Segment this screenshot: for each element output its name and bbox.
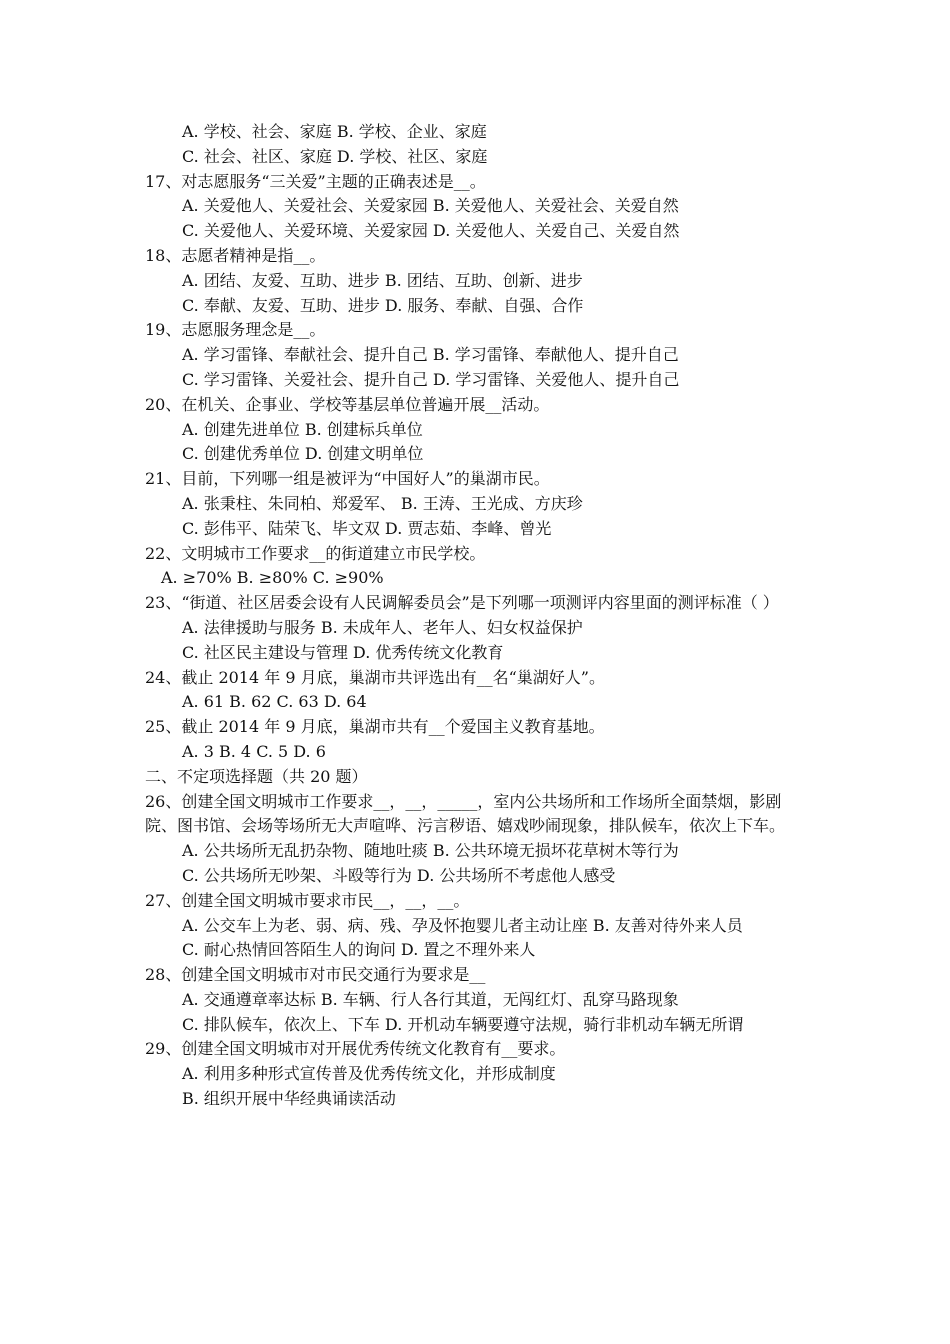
question-line: 二、不定项选择题（共 20 题）	[145, 766, 368, 786]
question-line: 29、创建全国文明城市对开展优秀传统文化教育有__要求。	[145, 1039, 566, 1059]
question-line: 19、志愿服务理念是__。	[145, 320, 326, 340]
question-line: 22、文明城市工作要求__的街道建立市民学校。	[145, 543, 486, 563]
answer-options-line: A. 61 B. 62 C. 63 D. 64	[182, 692, 367, 712]
answer-options-line: C. 公共场所无吵架、斗殴等行为 D. 公共场所不考虑他人感受	[182, 865, 616, 885]
document-page	[145, 120, 810, 1112]
question-line: 21、目前，下列哪一组是被评为“中国好人”的巢湖市民。	[145, 469, 550, 489]
question-line: 24、截止 2014 年 9 月底，巢湖市共评选出有__名“巢湖好人”。	[145, 667, 605, 687]
answer-options-line: A. 学习雷锋、奉献社会、提升自己 B. 学习雷锋、奉献他人、提升自己	[182, 345, 679, 365]
answer-options-line: A. 3 B. 4 C. 5 D. 6	[182, 741, 326, 761]
answer-options-line: A. 创建先进单位 B. 创建标兵单位	[182, 419, 423, 439]
answer-options-line: C. 耐心热情回答陌生人的询问 D. 置之不理外来人	[182, 940, 536, 960]
question-line: 18、志愿者精神是指__。	[145, 245, 326, 265]
question-line: 23、“街道、社区居委会设有人民调解委员会”是下列哪一项测评内容里面的测评标准（ ）	[145, 593, 779, 613]
question-line: 17、对志愿服务“三关爱”主题的正确表述是__。	[145, 171, 486, 191]
answer-options-line: A. ≥70% B. ≥80% C. ≥90%	[161, 568, 384, 588]
answer-options-line: B. 组织开展中华经典诵读活动	[182, 1089, 396, 1109]
question-line: 20、在机关、企事业、学校等基层单位普遍开展__活动。	[145, 394, 550, 414]
answer-options-line: A. 法律援助与服务 B. 未成年人、老年人、妇女权益保护	[182, 617, 583, 637]
answer-options-line: A. 张秉柱、朱同柏、郑爱军、 B. 王涛、王光成、方庆珍	[182, 493, 583, 513]
answer-options-line: C. 彭伟平、陆荣飞、毕文双 D. 贾志茹、李峰、曾光	[182, 518, 552, 538]
answer-options-line: A. 公交车上为老、弱、病、残、孕及怀抱婴儿者主动让座 B. 友善对待外来人员	[182, 915, 743, 935]
answer-options-line: C. 排队候车，依次上、下车 D. 开机动车辆要遵守法规，骑行非机动车辆无所谓	[182, 1014, 744, 1034]
answer-options-line: C. 关爱他人、关爱环境、关爱家园 D. 关爱他人、关爱自己、关爱自然	[182, 221, 680, 241]
answer-options-line: C. 奉献、友爱、互助、进步 D. 服务、奉献、自强、合作	[182, 295, 584, 315]
answer-options-line: A. 学校、社会、家庭 B. 学校、企业、家庭	[182, 122, 487, 141]
answer-options-line: C. 社会、社区、家庭 D. 学校、社区、家庭	[182, 146, 488, 166]
answer-options-line: A. 交通遵章率达标 B. 车辆、行人各行其道，无闯红灯、乱穿马路现象	[182, 989, 679, 1009]
question-line: 28、创建全国文明城市对市民交通行为要求是__	[145, 965, 486, 985]
question-line: 25、截止 2014 年 9 月底，巢湖市共有__个爱国主义教育基地。	[145, 717, 605, 737]
answer-options-line: A. 利用多种形式宣传普及优秀传统文化，并形成制度	[182, 1064, 556, 1084]
question-line: 26、创建全国文明城市工作要求__，__，_____，室内公共场所和工作场所全面禁烟，影剧院、图书馆、会场等场所无大声喧哗、污言秽语、嬉戏吵闹现象，排队候车，依次上下车。	[145, 791, 786, 836]
answer-options-line: C. 社区民主建设与管理 D. 优秀传统文化教育	[182, 642, 504, 662]
question-line: 27、创建全国文明城市要求市民__，__，__。	[145, 890, 470, 910]
answer-options-line: A. 关爱他人、关爱社会、关爱家园 B. 关爱他人、关爱社会、关爱自然	[182, 196, 679, 216]
answer-options-line: C. 创建优秀单位 D. 创建文明单位	[182, 444, 424, 464]
answer-options-line: C. 学习雷锋、关爱社会、提升自己 D. 学习雷锋、关爱他人、提升自己	[182, 369, 680, 389]
answer-options-line: A. 公共场所无乱扔杂物、随地吐痰 B. 公共环境无损坏花草树木等行为	[182, 841, 679, 861]
answer-options-line: A. 团结、友爱、互助、进步 B. 团结、互助、创新、进步	[182, 270, 583, 290]
